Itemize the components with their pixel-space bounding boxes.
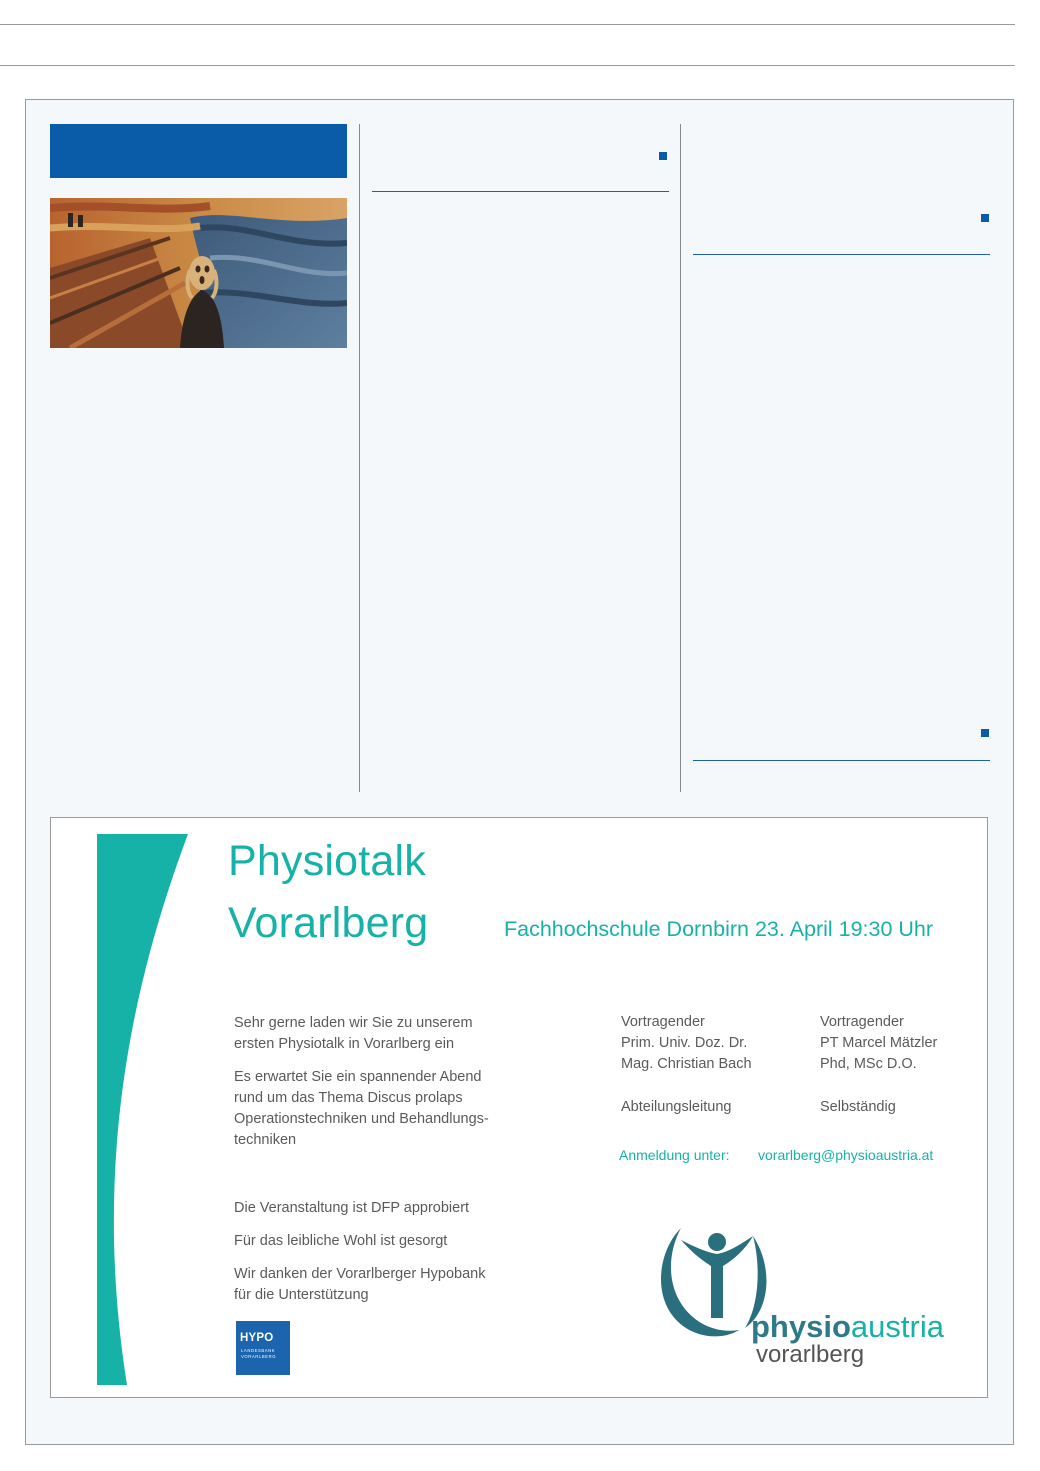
physioaustria-wordmark: physioaustria: [751, 1309, 944, 1344]
content-panel: [25, 99, 1014, 1445]
registration-label: Anmeldung unter:: [619, 1147, 730, 1163]
physiotalk-advertisement: [50, 817, 988, 1398]
heading-rule-col3-bottom: [693, 760, 990, 761]
invite-text: Sehr gerne laden wir Sie zu unserem ersten Physiotalk in Vorarlberg ein: [234, 1015, 473, 1052]
header-divider: [0, 65, 1015, 66]
heading-rule-col2: [372, 191, 669, 192]
teal-swoosh-graphic: [97, 834, 189, 1385]
scream-painting-image: [50, 198, 347, 348]
bullet-square-col3-top: [981, 214, 989, 222]
food-text: Für das leibliche Wohl ist gesorgt: [234, 1233, 448, 1249]
heading-rule-col3-top: [693, 254, 990, 255]
column-divider-2: [680, 124, 681, 792]
bullet-square-col3-bottom: [981, 729, 989, 737]
registration-email[interactable]: vorarlberg@physioaustria.at: [758, 1147, 934, 1163]
top-divider: [0, 24, 1015, 25]
thanks-text: Wir danken der Vorarlberger Hypobank für die Unterstützung: [234, 1266, 486, 1303]
hypo-logo-subtext: LANDESBANK VORARLBERG: [241, 1348, 277, 1359]
speaker2-block: Vortragender PT Marcel Mätzler Phd, MSc D.O. Selbständig: [820, 1014, 938, 1115]
ad-subtitle: Fachhochschule Dornbirn 23. April 19:30 Uhr: [504, 917, 934, 941]
ad-title-line1: Physiotalk: [228, 837, 426, 885]
bullet-square-col2: [659, 152, 667, 160]
hypo-landesbank-logo: [236, 1321, 290, 1375]
evening-text: Es erwartet Sie ein spannender Abend rund um das Thema Discus prolaps Operationstechniken und Behandlungs- techniken: [234, 1069, 489, 1148]
speaker1-block: Vortragender Prim. Univ. Doz. Dr. Mag. Christian Bach Abteilungsleitung: [621, 1014, 752, 1115]
dfp-text: Die Veranstaltung ist DFP approbiert: [234, 1200, 470, 1216]
physioaustria-region: vorarlberg: [756, 1341, 865, 1368]
ad-title-line2: Vorarlberg: [228, 899, 429, 947]
column-divider-1: [359, 124, 360, 792]
blue-header-bar: [50, 124, 347, 178]
hypo-logo-word: HYPO: [240, 1332, 274, 1344]
